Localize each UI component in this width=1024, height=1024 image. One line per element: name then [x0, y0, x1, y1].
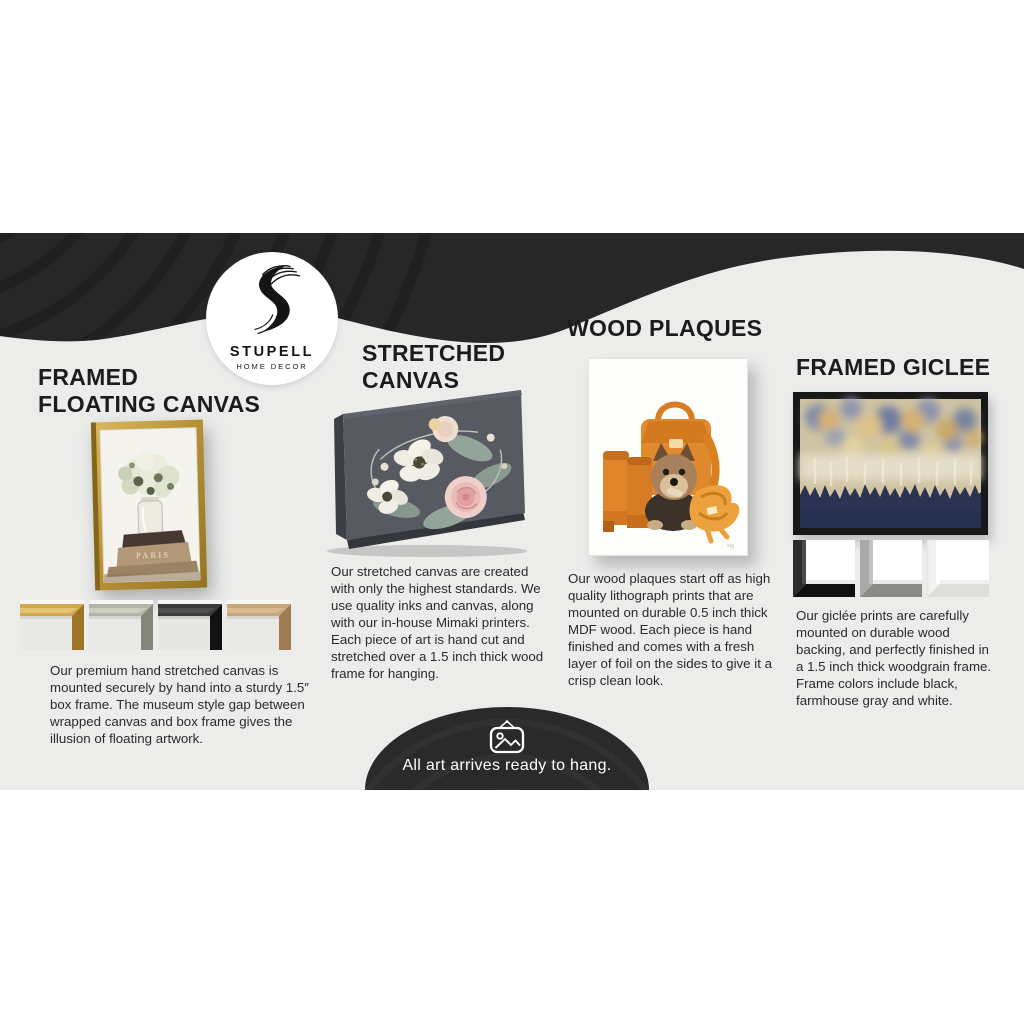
- orange-scarf: [690, 485, 740, 541]
- wood-plaque-product-image: [588, 358, 748, 556]
- section-description: Our giclée prints are carefully mounted on durable wood backing, and perfectly finished in a 1.5 inch thick woodgrain frame. Frame colors include black, farmhouse gray and white.: [796, 608, 992, 708]
- section-title: STRETCHED CANVAS: [362, 340, 506, 393]
- section-description: Our stretched canvas are created with only the highest standards. We use quality inks and canvas, along with our in-house Mimaki printers. Each piece of art is hand cut and stretched over a 1.5 inch thick wood frame for hanging.: [331, 564, 544, 681]
- tan-frame-swatch: [227, 600, 291, 650]
- ready-to-hang-picture-icon: [487, 719, 527, 755]
- yorkie-artwork: [589, 359, 747, 555]
- black-frame-swatch: [158, 600, 222, 650]
- black-frame-swatch: [793, 540, 855, 597]
- artist-signature: sig: [727, 543, 735, 549]
- silver-frame-swatch: [89, 600, 153, 650]
- section-title: FRAMED GICLEE: [796, 354, 991, 380]
- stretched-canvas-product-image: [322, 383, 540, 558]
- footer-message: All art arrives ready to hang.: [402, 757, 612, 774]
- floating-canvas-product-image: [91, 420, 207, 591]
- gold-frame-swatch: [20, 600, 84, 650]
- stupell-s-swoosh-icon: [240, 258, 304, 342]
- section-title: FRAMED FLOATING CANVAS: [38, 364, 261, 417]
- section-description: Our wood plaques start off as high quality lithograph prints that are mounted on durable 0.5 inch thick MDF wood. Each piece is hand finished and comes with a fresh layer of foil on the sides to give it a crisp clean look.: [568, 571, 772, 688]
- frame-color-swatches: [20, 600, 291, 650]
- gray-frame-swatch: [860, 540, 922, 597]
- white-frame-swatch: [927, 540, 989, 597]
- glass-jar: [138, 497, 163, 536]
- brand-name: STUPELL: [229, 344, 315, 360]
- framed-giclee-product-image: [793, 392, 988, 535]
- book-title: PARIS: [135, 550, 171, 561]
- brand-tagline: HOME DECOR: [236, 362, 308, 371]
- section-title: WOOD PLAQUES: [567, 315, 763, 341]
- giclee-frame-swatches: [793, 540, 989, 597]
- section-description: Our premium hand stretched canvas is mounted securely by hand into a sturdy 1.5″ box frame. The museum style gap between wrapped canvas and box frame gives the illusion of floating artwork.: [50, 663, 309, 746]
